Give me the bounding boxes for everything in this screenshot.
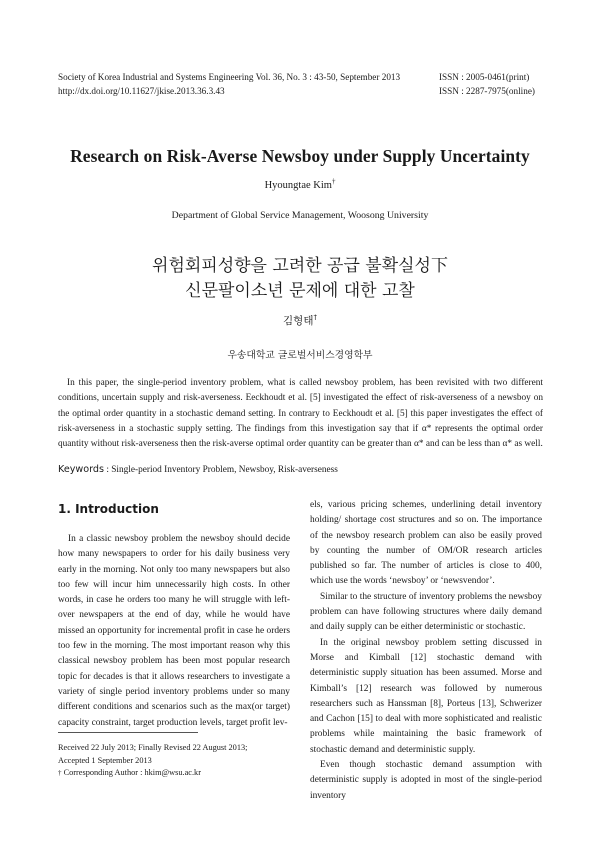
keywords-label: Keywords xyxy=(58,464,104,475)
corresponding-author xyxy=(58,767,247,780)
paragraph: Even though stochastic demand assumption with deterministic supply is adopted in most of the single-period inventory xyxy=(310,760,542,801)
footnote-rule xyxy=(58,732,198,733)
footnote xyxy=(58,742,247,780)
korean-title-line1: 위험회피성향을 고려한 공급 불확실성下 xyxy=(152,256,448,276)
korean-author-line xyxy=(0,313,600,328)
issn-online: ISSN : 2287-7975(online) xyxy=(439,86,535,96)
journal-citation: Society of Korea Industrial and Systems Engineering Vol. 36, No. 3 : 43-50, September 2013 xyxy=(58,72,401,82)
affiliation: Department of Global Service Management, Woosong University xyxy=(171,210,429,221)
korean-author-name: 김형태 xyxy=(283,315,314,327)
korean-title-line2: 신문팔이소년 문제에 대한 고찰 xyxy=(185,281,415,301)
right-column xyxy=(310,498,542,804)
corresponding-mark: † xyxy=(331,177,336,186)
issn-print: ISSN : 2005-0461(print) xyxy=(439,72,530,82)
abstract: In this paper, the single-period inventory problem, what is called newsboy problem, has been revisited with two different conditions, uncertain supply and risk-averseness. Eeckhoudt et al. [5] investigated the effect of risk-averseness of a newsboy on the optimal order quantity in a stochastic demand setting. In contrary to Eeckhoudt et al. [5] this paper investigates the effect of risk-averseness in a stochastic supply setting. The findings from this investigation say that if α* represents the optimal order quantity without risk-averseness then the risk-averse optimal order quantity can be greater than α* and can be less than α* as well. xyxy=(58,378,543,450)
author-name: Hyoungtae Kim xyxy=(264,180,332,191)
paper-title: Research on Risk-Averse Newsboy under Supply Uncertainty xyxy=(70,146,530,166)
doi-link[interactable]: http://dx.doi.org/10.11627/jkise.2013.36.3.43 xyxy=(58,86,225,96)
section-heading: 1. Introduction xyxy=(58,502,159,516)
paragraph: In a classic newsboy problem the newsboy should decide how many newspapers to order for his daily business very early in the morning. Not only too many newspapers but also too few will incur him unnecessarily high costs. In other words, in case he orders too many he will struggle with left-over newspapers at the end of day, while he would have missed an opportunity for incremental profit in case he orders too few in the morning. The most important reason why this classical newsboy problem has been most popular research topic for decades is that it allows researchers to investigate a variety of single period inventory problems under so many different conditions and scenarios such as the max(or target) capacity constraint, target production levels, target profit lev- xyxy=(58,534,290,728)
korean-corresponding-mark: † xyxy=(313,313,317,322)
received-date: Received 22 July 2013; Finally Revised 22 August 2013; xyxy=(58,743,248,752)
paragraph: Similar to the structure of inventory problems the newsboy problem can have following structures where daily demand and daily supply can be either deterministic or stochastic. xyxy=(310,591,542,633)
left-column xyxy=(58,532,290,731)
keywords-list: : Single-period Inventory Problem, Newsboy, Risk-averseness xyxy=(106,465,338,475)
accepted-date: Accepted 1 September 2013 xyxy=(58,755,152,765)
korean-affiliation: 우송대학교 글로벌서비스경영학부 xyxy=(227,350,373,361)
keywords-line xyxy=(58,464,543,475)
footnote-mark: † xyxy=(58,769,62,777)
paragraph: els, various pricing schemes, underlining detail inventory holding/ shortage cost structures and so on. The importance of the newsboy research problem can also be easily proved by counting the number of OM/OR research articles published so far. The number of articles is close to 400, which use the words ‘newsboy’ or ‘newsvendor’. xyxy=(310,500,542,587)
corresponding-author-text: Corresponding Author : hkim@wsu.ac.kr xyxy=(63,768,201,777)
paragraph: In the original newsboy problem setting discussed in Morse and Kimball [12] stochastic demand with deterministic supply situation has been assumed. Morse and Kimball’s [12] research was followed by numerous researchers such as Hanssman [8], Porteus [13], Schwerizer and Cachon [15] to deal with more sophisticated and realistic problems while maintaining the basic framework of stochastic demand and deterministic supply. xyxy=(310,637,542,755)
author-line xyxy=(0,177,600,191)
